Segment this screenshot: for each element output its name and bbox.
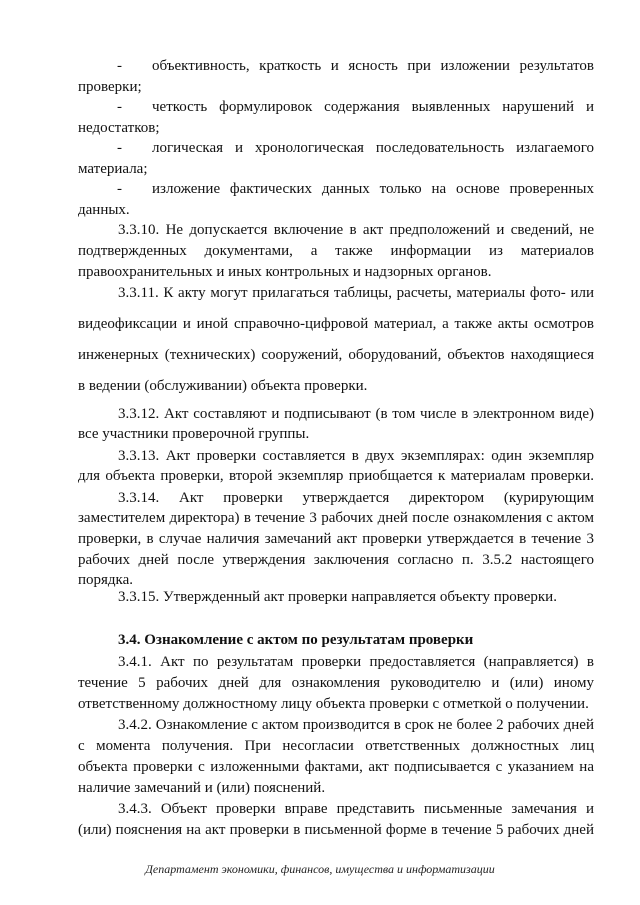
text-line: объекта проверки с изложенными фактами, акт подписывается с указанием на (78, 759, 594, 775)
text-line: 3.3.11. К акту могут прилагаться таблицы, расчеты, материалы фото- или (118, 285, 594, 301)
text-line: проверки, в случае наличия замечаний акт проверки утверждается в течение 3 (78, 531, 594, 547)
text-line: ответственному должностному лицу объекта проверки с отметкой о получении. (78, 696, 589, 712)
text-line: 3.3.13. Акт проверки составляется в двух экземплярах: один экземпляр (118, 448, 594, 464)
text-line: заместителем директора) в течение 3 рабочих дней после ознакомления с актом (78, 510, 594, 526)
text-line: течение 5 рабочих дней для ознакомления руководителю и (или) иному (78, 675, 594, 691)
text-line: для объекта проверки, второй экземпляр приобщается к материалам проверки. (78, 468, 594, 484)
text-line: логическая и хронологическая последовательность излагаемого (152, 140, 594, 156)
text-line: 3.3.14. Акт проверки утверждается директором (курирующим (118, 490, 594, 506)
text-line: 3.4.2. Ознакомление с актом производится в срок не более 2 рабочих дней (118, 717, 594, 733)
text-line: 3.3.15. Утвержденный акт проверки направляется объекту проверки. (118, 589, 557, 605)
text-line: недостатков; (78, 120, 160, 136)
text-line: в ведении (обслуживании) объекта проверки. (78, 378, 368, 394)
text-line: данных. (78, 202, 130, 218)
text-line: материала; (78, 161, 148, 177)
bullet-dash: - (117, 58, 122, 74)
bullet-dash: - (117, 181, 122, 197)
text-line: проверки; (78, 79, 142, 95)
text-line: 3.4.1. Акт по результатам проверки предоставляется (направляется) в (118, 654, 594, 670)
text-line: видеофиксации и иной справочно-цифровой материал, а также акты осмотров (78, 316, 594, 332)
text-line: рабочих дней после утверждения заключения согласно п. 3.5.2 настоящего (78, 552, 594, 568)
text-line: наличие замечаний и (или) пояснений. (78, 780, 326, 796)
text-line: с момента получения. При несогласии ответственных должностных лиц (78, 738, 594, 754)
text-line: подтвержденных документами, а также информации из материалов (78, 243, 594, 259)
text-line: порядка. (78, 572, 134, 588)
bullet-dash: - (117, 140, 122, 156)
text-line: четкость формулировок содержания выявленных нарушений и (152, 99, 594, 115)
page-footer: Департамент экономики, финансов, имущества и информатизации (145, 862, 495, 876)
text-line: изложение фактических данных только на основе проверенных (152, 181, 594, 197)
text-line: правоохранительных и иных контрольных и надзорных органов. (78, 264, 492, 280)
text-line: (или) пояснения на акт проверки в письменной форме в течение 5 рабочих дней (78, 822, 594, 838)
text-line: инженерных (технических) сооружений, оборудований, объектов находящиеся (78, 347, 594, 363)
text-line: 3.3.10. Не допускается включение в акт предположений и сведений, не (118, 222, 594, 238)
text-line: объективность, краткость и ясность при изложении результатов (152, 58, 594, 74)
text-line: 3.4.3. Объект проверки вправе представить письменные замечания и (118, 801, 594, 817)
section-heading: 3.4. Ознакомление с актом по результатам проверки (118, 632, 474, 648)
text-line: 3.3.12. Акт составляют и подписывают (в том числе в электронном виде) (118, 406, 594, 422)
bullet-dash: - (117, 99, 122, 115)
text-line: все участники проверочной группы. (78, 426, 310, 442)
